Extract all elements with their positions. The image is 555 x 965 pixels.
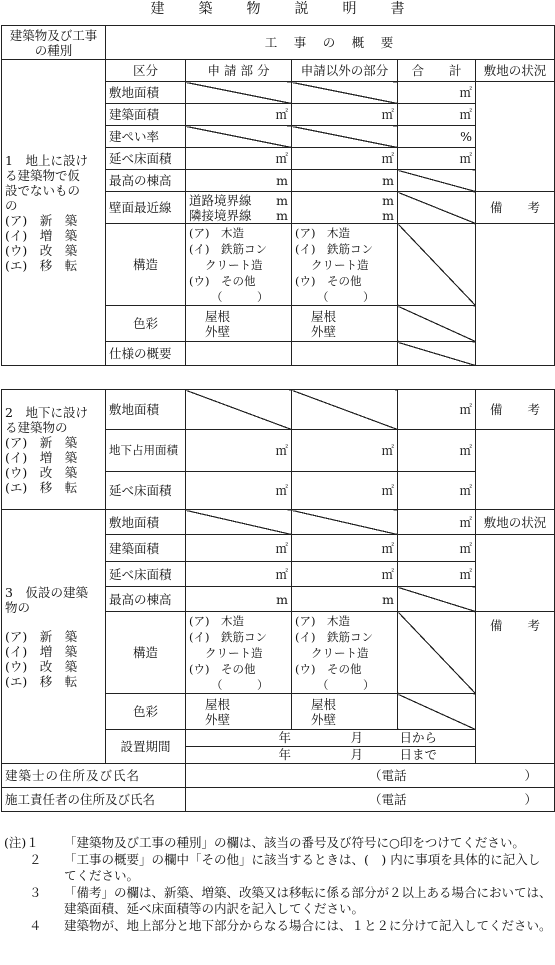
s1-structure-app[interactable] [186,224,292,306]
section3-type-option[interactable]: (ア) 新 築 [5,628,78,644]
section1-type-option[interactable]: (ウ) 改 築 [5,242,78,258]
structure-option: クリート造 [311,645,369,660]
s3-structure-app[interactable] [186,612,292,694]
s1-height-app[interactable]: m [186,170,292,192]
architect-value[interactable]: （電話 ） [186,764,555,788]
s1-site-area-total[interactable]: ㎡ [398,82,476,104]
color-item: 外壁 [205,711,231,727]
section2-type-option[interactable]: (エ) 移 転 [5,479,78,495]
contractor-label: 施工責任者の住所及び氏名 [2,788,186,812]
s1-biko[interactable] [476,224,555,366]
section3-label [2,510,106,764]
section3-label-line: 3 仮設の建築 [5,584,88,600]
s1-color-other[interactable] [292,306,398,342]
note-number: (注)１ [4,835,39,850]
s1-coverage-total[interactable]: % [398,126,476,148]
s2-underground-label: 地下占用面積 [106,430,186,472]
s1-setback-app[interactable]: 道路境界線 m 隣接境界線 m [186,192,292,224]
s1-setback-other[interactable]: m m [292,192,398,224]
s2-floor-area-label: 延べ床面積 [106,472,186,510]
structure-option: (ウ) その他 [189,661,256,676]
section3-label-line: 物の [5,599,31,615]
s1-biko-header: 備 考 [476,192,555,224]
architect-label: 建築士の住所及び氏名 [2,764,186,788]
s1-floor-area-total[interactable]: ㎡ [398,148,476,170]
structure-option: (ウ) その他 [295,273,362,288]
structure-option: (ア) 木造 [189,613,244,628]
s1-setback-label: 壁面最近線 [106,192,186,224]
s3-site-status[interactable] [476,535,555,612]
col-site: 敷地の状況 [476,60,555,82]
section1-type-option[interactable]: (エ) 移 転 [5,257,78,273]
col-total: 合 計 [398,60,476,82]
form-title: 建築物説明書 [150,1,439,17]
section1-type-option[interactable]: (イ) 増 築 [5,227,78,243]
s1-build-area-label: 建築面積 [106,104,186,126]
note-item [4,852,552,885]
s1-build-area-total[interactable]: ㎡ [398,104,476,126]
s2-floor-area-total[interactable]: ㎡ [398,472,476,510]
overview-header: 工 事 の 概 要 [106,26,555,60]
section1-label-line: の [5,197,18,213]
s3-color-label: 色彩 [106,694,186,730]
section3-type-option[interactable]: (イ) 増 築 [5,643,78,659]
note-text: 「工事の概要」の欄中「その他」に該当するときは、( ) 内に事項を具体的に記入してください。 [64,851,541,883]
section1-type-option[interactable]: (ア) 新 築 [5,212,78,228]
color-item: 外壁 [205,323,231,339]
section1-label-line: 1 地上に設け [5,152,88,168]
s3-build-area-app[interactable]: ㎡ [186,535,292,562]
note-number: ３ [4,884,42,900]
s2-site-area-label: 敷地面積 [106,390,186,430]
s3-floor-area-label: 延べ床面積 [106,562,186,587]
s3-biko[interactable]: 備 考 [476,612,555,764]
structure-option: (ア) 木造 [295,613,350,628]
section2-label [2,390,106,510]
structure-option: クリート造 [205,645,263,660]
s1-structure-other[interactable] [292,224,398,306]
s3-period-value[interactable]: 年 月 日から 年 月 日まで [186,730,476,764]
s3-height-label: 最高の棟高 [106,587,186,612]
s2-biko[interactable] [476,430,555,510]
s3-structure-other[interactable] [292,612,398,694]
s3-floor-area-app[interactable]: ㎡ [186,562,292,587]
note-item [4,918,552,935]
s1-spec-other[interactable] [292,342,398,366]
s1-build-area-other[interactable]: ㎡ [292,104,398,126]
structure-option: (イ) 鉄筋コン [295,629,373,644]
structure-option: クリート造 [205,257,263,272]
building-description-table-lower [1,389,555,812]
s1-color-label: 色彩 [106,306,186,342]
section2-label-line: 2 地下に設け [5,404,88,420]
s3-build-area-other[interactable]: ㎡ [292,535,398,562]
s1-build-area-app[interactable]: ㎡ [186,104,292,126]
structure-option: (イ) 鉄筋コン [189,241,267,256]
s1-spec-app[interactable] [186,342,292,366]
color-item: 屋根 [205,308,231,324]
note-item [4,885,552,918]
s3-site-area-total[interactable]: ㎡ [398,510,476,535]
s2-site-area-total[interactable]: ㎡ [398,390,476,430]
note-text: 「建築物及び工事の種別」の欄は、該当の番号及び符号に○印をつけてください。 [64,835,525,850]
s2-floor-area-other[interactable]: ㎡ [292,472,398,510]
structure-option: (イ) 鉄筋コン [295,241,373,256]
s2-biko-header: 備 考 [476,390,555,430]
section1-label-line: る建築物で仮 [5,167,81,183]
section2-label-line: る建築物の [5,419,68,435]
s3-structure-label: 構造 [106,612,186,694]
s1-site-status[interactable] [476,82,555,192]
note-text: 「備考」の欄は、新築、増築、改築又は移転に係る部分が２以上ある場合においては、建築面積、延べ床面積等の内訳を記入してください。 [64,884,552,916]
s1-coverage-label: 建ぺい率 [106,126,186,148]
col-shinsei: 申 請 部 分 [186,60,292,82]
color-item: 屋根 [205,696,231,712]
s3-color-app[interactable] [186,694,292,730]
note-text: 建築物が、地上部分と地下部分からなる場合には、１と２に分けて記入してください。 [64,917,552,933]
s2-underground-total[interactable]: ㎡ [398,430,476,472]
s3-floor-area-other[interactable]: ㎡ [292,562,398,587]
section1-label [2,60,106,366]
section3-type-option[interactable]: (ウ) 改 築 [5,658,78,674]
s1-floor-area-label: 延べ床面積 [106,148,186,170]
structure-option: (ウ) その他 [295,661,362,676]
s1-spec-label: 仕様の概要 [106,342,186,366]
s1-floor-area-other[interactable]: ㎡ [292,148,398,170]
building-description-table [1,25,555,366]
s1-color-app[interactable] [186,306,292,342]
s1-site-area-label: 敷地面積 [106,82,186,104]
section2-type-option[interactable]: (イ) 増 築 [5,449,78,465]
col-other: 申請以外の部分 [292,60,398,82]
note-number: ４ [4,917,42,933]
s1-height-label: 最高の棟高 [106,170,186,192]
s1-floor-area-app[interactable]: ㎡ [186,148,292,170]
structure-option: (ウ) その他 [189,273,256,288]
s3-height-app[interactable]: m [186,587,292,612]
structure-option: クリート造 [311,257,369,272]
s1-structure-label: 構造 [106,224,186,306]
structure-option: （ ） [211,289,269,304]
s3-build-area-label: 建築面積 [106,535,186,562]
structure-option: （ ） [317,677,375,692]
section1-label-line: 設でないもの [5,182,81,198]
structure-option: （ ） [317,289,375,304]
notes [4,835,552,934]
s3-floor-area-total[interactable]: ㎡ [398,562,476,587]
structure-option: (ア) 木造 [189,225,244,240]
s2-underground-other[interactable]: ㎡ [292,430,398,472]
color-item: 屋根 [311,308,337,324]
structure-option: (ア) 木造 [295,225,350,240]
s3-site-header: 敷地の状況 [476,510,555,535]
s3-height-other[interactable]: m [292,587,398,612]
s3-color-other[interactable] [292,694,398,730]
s3-site-area-label: 敷地面積 [106,510,186,535]
color-item: 外壁 [311,711,337,727]
structure-option: （ ） [211,677,269,692]
section3-type-option[interactable]: (エ) 移 転 [5,673,78,689]
contractor-value[interactable]: （電話 ） [186,788,555,812]
note-number: ２ [4,851,42,867]
note-item [4,835,552,852]
kind-header: 建築物及び工事の種別 [2,26,106,60]
s2-floor-area-app[interactable]: ㎡ [186,472,292,510]
s2-underground-app[interactable]: ㎡ [186,430,292,472]
s3-build-area-total[interactable]: ㎡ [398,535,476,562]
color-item: 屋根 [311,696,337,712]
col-kubun: 区分 [106,60,186,82]
s1-height-other[interactable]: m [292,170,398,192]
section2-type-option[interactable]: (ア) 新 築 [5,434,78,450]
s3-period-label: 設置期間 [106,730,186,764]
section2-type-option[interactable]: (ウ) 改 築 [5,464,78,480]
color-item: 外壁 [311,323,337,339]
structure-option: (イ) 鉄筋コン [189,629,267,644]
